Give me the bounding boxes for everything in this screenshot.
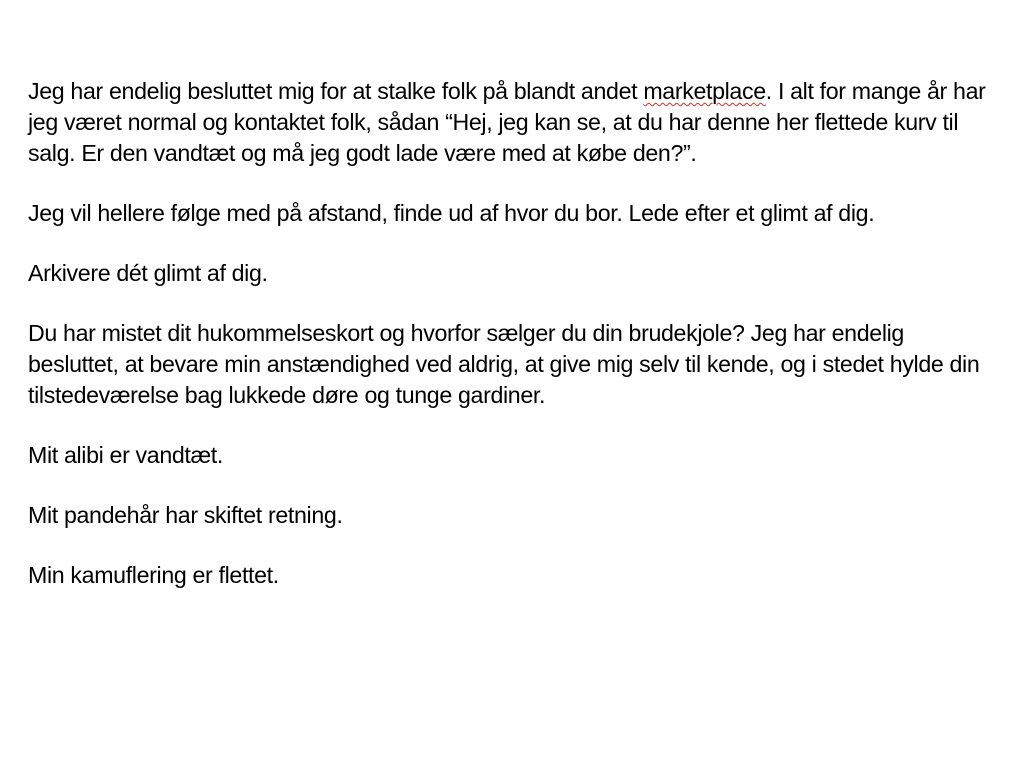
paragraph-1-text-end: . I alt for mange år har jeg været normal og kontaktet folk, sådan “Hej, jeg kan se, at du har denne her flettede kurv til salg. Er den vandtæt og må jeg godt lade være med at købe den?”. bbox=[28, 78, 986, 166]
paragraph-6[interactable]: Mit pandehår har skiftet retning. bbox=[28, 502, 343, 528]
paragraph-3[interactable]: Arkivere dét glimt af dig. bbox=[28, 260, 268, 286]
document-body[interactable] bbox=[28, 76, 996, 620]
paragraph-7[interactable]: Min kamuflering er flettet. bbox=[28, 562, 279, 588]
paragraph-5[interactable]: Mit alibi er vandtæt. bbox=[28, 442, 223, 468]
paragraph-1-text-start: Jeg har endelig besluttet mig for at stalke folk på blandt andet bbox=[28, 78, 644, 104]
spellcheck-flagged-word[interactable]: marketplace bbox=[643, 78, 766, 104]
paragraph-4[interactable]: Du har mistet dit hukommelseskort og hvorfor sælger du din brudekjole? Jeg har endelig besluttet, at bevare min anstændighed ved aldrig, at give mig selv til kende, og i stedet hylde din tilstedeværelse bag lukkede døre og tunge gardiner. bbox=[28, 320, 980, 408]
paragraph-1[interactable] bbox=[28, 76, 996, 169]
paragraph-2[interactable]: Jeg vil hellere følge med på afstand, finde ud af hvor du bor. Lede efter et glimt af dig. bbox=[28, 200, 875, 226]
